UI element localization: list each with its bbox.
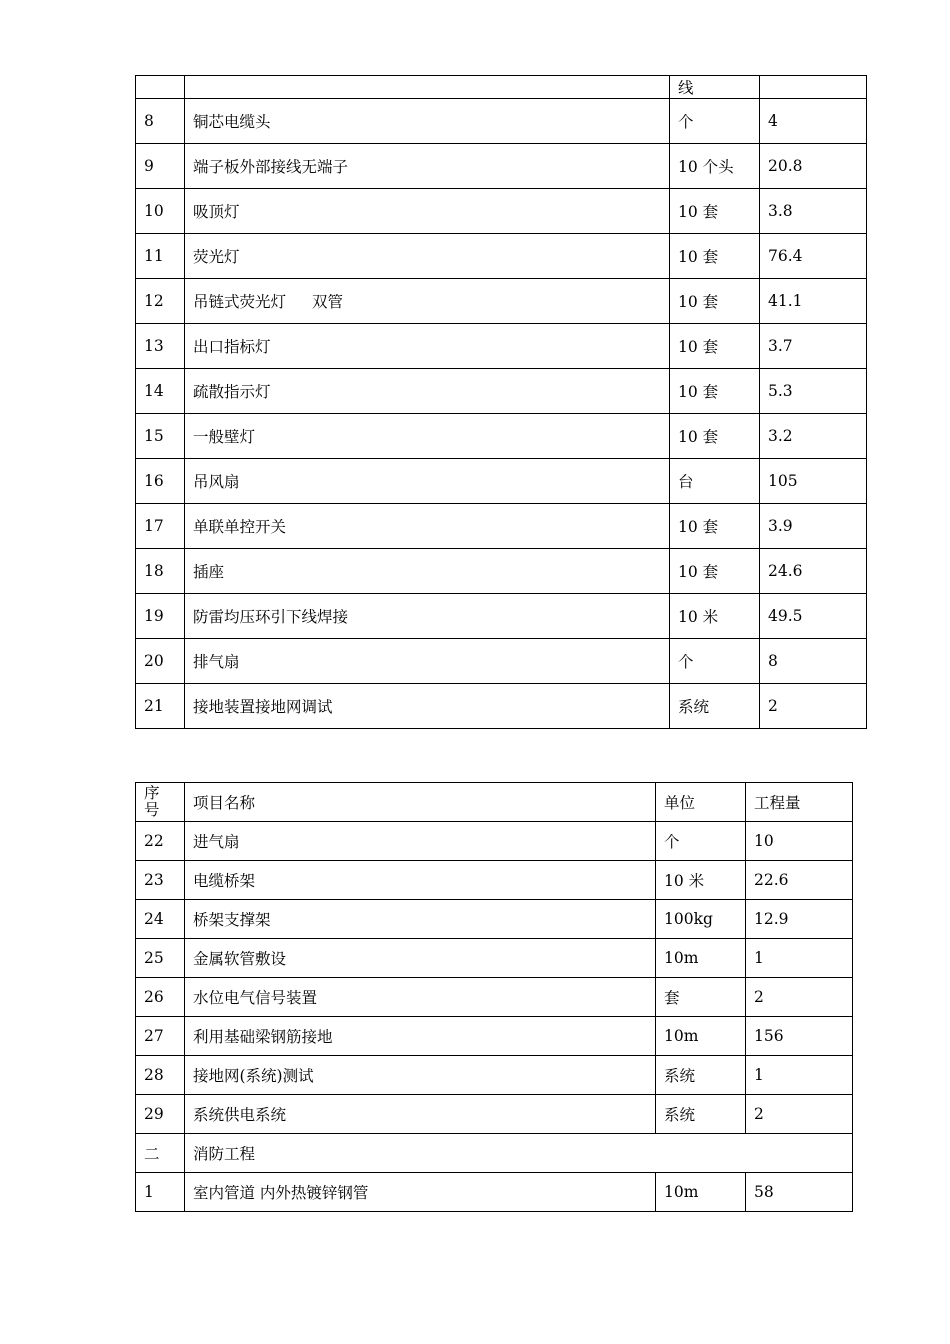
qty-cell: 2	[746, 1095, 853, 1134]
qty-cell: 105	[760, 459, 867, 504]
seq-cell: 8	[136, 99, 185, 144]
qty-header: 工程量	[746, 783, 853, 822]
name-cell: 荧光灯	[185, 234, 670, 279]
seq-cell: 18	[136, 549, 185, 594]
name-header: 项目名称	[185, 783, 656, 822]
qty-cell: 3.2	[760, 414, 867, 459]
name-cell: 铜芯电缆头	[185, 99, 670, 144]
table-row	[136, 900, 853, 939]
unit-cell: 台	[670, 459, 760, 504]
unit-cell: 系统	[656, 1095, 746, 1134]
table-row	[136, 639, 867, 684]
seq-cell: 1	[136, 1173, 185, 1212]
name-cell: 金属软管敷设	[185, 939, 656, 978]
qty-cell: 76.4	[760, 234, 867, 279]
seq-cell: 9	[136, 144, 185, 189]
quantities-table	[135, 782, 853, 1212]
table-row	[136, 189, 867, 234]
qty-cell: 3.9	[760, 504, 867, 549]
seq-cell: 26	[136, 978, 185, 1017]
seq-cell: 25	[136, 939, 185, 978]
name-cell	[185, 279, 670, 324]
unit-cell: 10 套	[670, 414, 760, 459]
table-row	[136, 594, 867, 639]
seq-cell: 21	[136, 684, 185, 729]
seq-cell: 29	[136, 1095, 185, 1134]
name-text: 吊链式荧光灯	[193, 293, 287, 311]
name-cell: 防雷均压环引下线焊接	[185, 594, 670, 639]
qty-cell: 3.8	[760, 189, 867, 234]
unit-header: 单位	[656, 783, 746, 822]
unit-cell: 10 套	[670, 234, 760, 279]
table-row	[136, 144, 867, 189]
seq-cell: 17	[136, 504, 185, 549]
name-cell: 排气扇	[185, 639, 670, 684]
qty-cell: 156	[746, 1017, 853, 1056]
unit-cell: 10 套	[670, 549, 760, 594]
name-cell: 室内管道 内外热镀锌钢管	[185, 1173, 656, 1212]
section-title-cell: 消防工程	[185, 1134, 853, 1173]
unit-cell: 10 套	[670, 189, 760, 234]
seq-cell: 13	[136, 324, 185, 369]
table-row	[136, 324, 867, 369]
table-row	[136, 414, 867, 459]
unit-cell: 个	[670, 639, 760, 684]
table-row	[136, 459, 867, 504]
table-row	[136, 939, 853, 978]
qty-cell: 4	[760, 99, 867, 144]
unit-cell: 线	[670, 76, 760, 99]
name-cell: 利用基础梁钢筋接地	[185, 1017, 656, 1056]
table-row-partial	[136, 76, 867, 99]
qty-cell: 20.8	[760, 144, 867, 189]
name-cell: 水位电气信号装置	[185, 978, 656, 1017]
name-cell: 出口指标灯	[185, 324, 670, 369]
seq-header-line1: 序	[144, 784, 160, 802]
qty-cell: 2	[746, 978, 853, 1017]
table-row	[136, 99, 867, 144]
name-cell	[185, 76, 670, 99]
unit-cell: 10 套	[670, 324, 760, 369]
name-cell: 吸顶灯	[185, 189, 670, 234]
qty-cell: 12.9	[746, 900, 853, 939]
table-row	[136, 684, 867, 729]
table-row	[136, 549, 867, 594]
seq-cell: 19	[136, 594, 185, 639]
unit-cell: 10 套	[670, 279, 760, 324]
qty-cell: 2	[760, 684, 867, 729]
seq-cell	[136, 76, 185, 99]
qty-cell	[760, 76, 867, 99]
qty-cell: 1	[746, 939, 853, 978]
unit-cell: 10m	[656, 939, 746, 978]
unit-cell: 10 套	[670, 504, 760, 549]
qty-cell: 22.6	[746, 861, 853, 900]
name-cell: 系统供电系统	[185, 1095, 656, 1134]
table-row	[136, 978, 853, 1017]
name-cell: 电缆桥架	[185, 861, 656, 900]
table-row	[136, 279, 867, 324]
quantities-table-continued	[135, 75, 867, 729]
name-cell: 接地网(系统)测试	[185, 1056, 656, 1095]
unit-cell: 个	[670, 99, 760, 144]
qty-cell: 1	[746, 1056, 853, 1095]
seq-cell: 11	[136, 234, 185, 279]
unit-cell: 10 个头	[670, 144, 760, 189]
unit-cell: 系统	[670, 684, 760, 729]
name-cell: 桥架支撑架	[185, 900, 656, 939]
qty-cell: 58	[746, 1173, 853, 1212]
qty-cell: 8	[760, 639, 867, 684]
seq-cell: 28	[136, 1056, 185, 1095]
name-cell: 插座	[185, 549, 670, 594]
qty-cell: 41.1	[760, 279, 867, 324]
table-row	[136, 822, 853, 861]
unit-cell: 10m	[656, 1017, 746, 1056]
seq-cell: 10	[136, 189, 185, 234]
section-seq-cell: 二	[136, 1134, 185, 1173]
unit-cell: 10 套	[670, 369, 760, 414]
table-row	[136, 504, 867, 549]
seq-cell: 12	[136, 279, 185, 324]
table-row	[136, 861, 853, 900]
seq-cell: 14	[136, 369, 185, 414]
unit-cell: 100kg	[656, 900, 746, 939]
seq-cell: 16	[136, 459, 185, 504]
seq-header-line2: 号	[144, 801, 160, 819]
name-cell: 单联单控开关	[185, 504, 670, 549]
unit-cell: 系统	[656, 1056, 746, 1095]
table-row	[136, 234, 867, 279]
qty-cell: 24.6	[760, 549, 867, 594]
name-cell: 一般壁灯	[185, 414, 670, 459]
name-cell: 疏散指示灯	[185, 369, 670, 414]
seq-cell: 15	[136, 414, 185, 459]
table-row	[136, 1173, 853, 1212]
seq-cell: 20	[136, 639, 185, 684]
qty-cell: 3.7	[760, 324, 867, 369]
qty-cell: 10	[746, 822, 853, 861]
unit-cell: 个	[656, 822, 746, 861]
unit-cell: 10 米	[670, 594, 760, 639]
seq-cell: 27	[136, 1017, 185, 1056]
seq-cell: 24	[136, 900, 185, 939]
seq-header	[136, 783, 185, 822]
qty-cell: 49.5	[760, 594, 867, 639]
table-row	[136, 1017, 853, 1056]
unit-cell: 10 米	[656, 861, 746, 900]
qty-cell: 5.3	[760, 369, 867, 414]
name-cell: 吊风扇	[185, 459, 670, 504]
table-header-row	[136, 783, 853, 822]
unit-cell: 套	[656, 978, 746, 1017]
name-cell: 接地装置接地网调试	[185, 684, 670, 729]
seq-cell: 23	[136, 861, 185, 900]
name-cell: 进气扇	[185, 822, 656, 861]
table-row	[136, 1095, 853, 1134]
name-cell: 端子板外部接线无端子	[185, 144, 670, 189]
section-row	[136, 1134, 853, 1173]
table-row	[136, 1056, 853, 1095]
table-row	[136, 369, 867, 414]
unit-cell: 10m	[656, 1173, 746, 1212]
name-suffix-text: 双管	[312, 293, 344, 311]
seq-cell: 22	[136, 822, 185, 861]
